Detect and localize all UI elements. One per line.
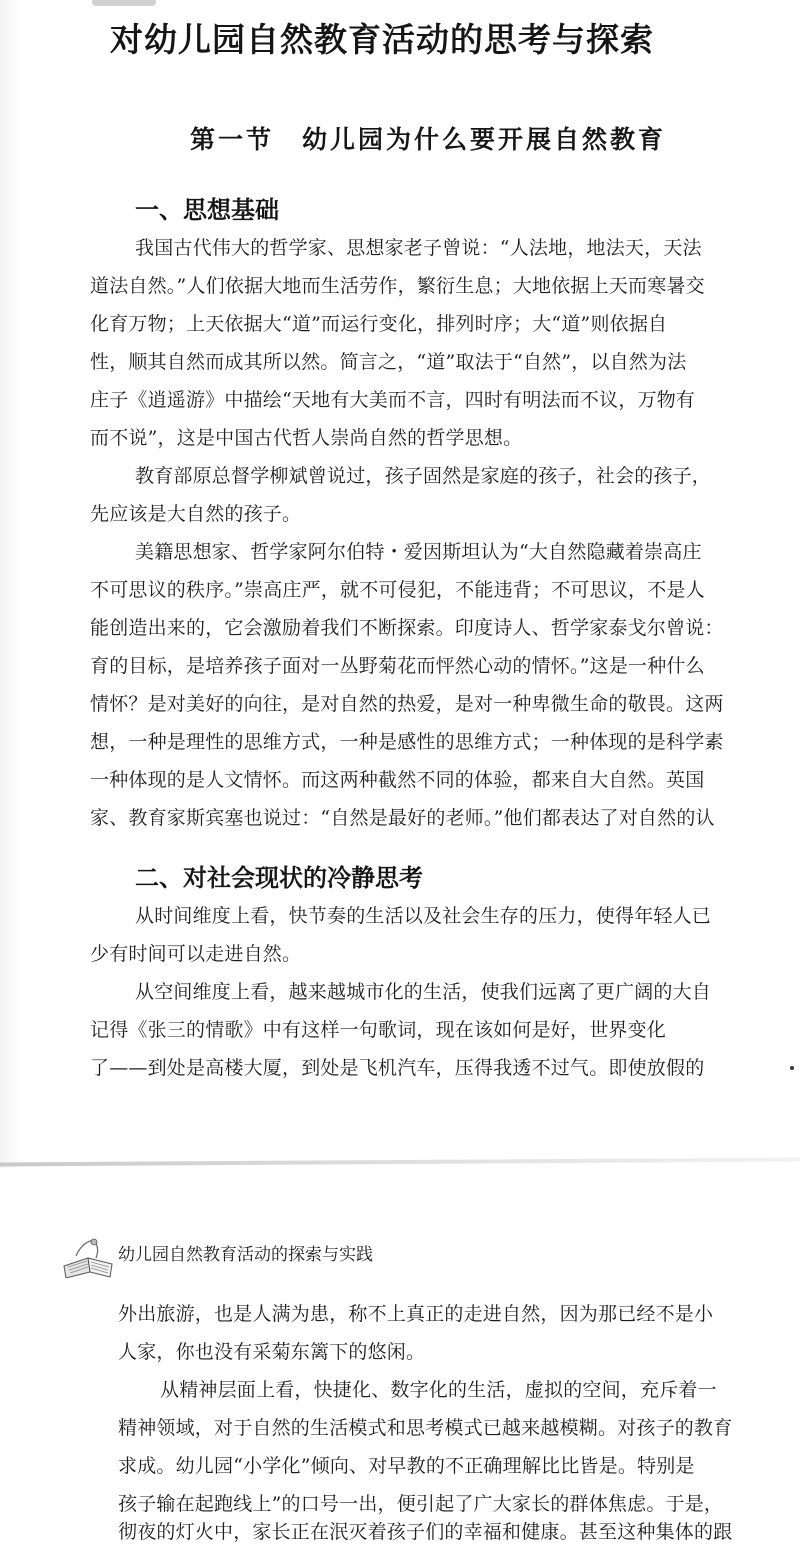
paragraph-line: 而不说”，这是中国古代哲人崇尚自然的哲学思想。 (90, 427, 523, 449)
paragraph-line: 少有时间可以走进自然。 (90, 943, 302, 965)
paragraph-line: 记得《张三的情歌》中有这样一句歌词，现在该如何是好，世界变化 (90, 1019, 667, 1041)
paragraph-line: 精神领域，对于自然的生活模式和思考模式已越来越模糊。对孩子的教育 (118, 1417, 733, 1439)
paragraph-line: 从精神层面上看，快捷化、数字化的生活，虚拟的空间，充斥着一 (160, 1379, 717, 1401)
paragraph-line: 外出旅游，也是人满为患，称不上真正的走进自然，因为那已经不是小 (118, 1303, 714, 1325)
running-header (60, 1232, 800, 1282)
scan-speck (790, 1066, 794, 1070)
paragraph-line: 不可思议的秩序。”崇高庄严，就不可侵犯，不能违背；不可思议，不是人 (90, 579, 705, 601)
paragraph-line: 彻夜的灯火中，家长正在泯灭着孩子们的幸福和健康。甚至这种集体的跟 (118, 1521, 733, 1543)
paragraph-line: 孩子输在起跑线上”的口号一出，便引起了广大家长的群体焦虑。于是， (118, 1493, 724, 1515)
paragraph-line: 能创造出来的，它会激励着我们不断探索。印度诗人、哲学家泰戈尔曾说： (90, 617, 724, 639)
paragraph-line: 人家，你也没有采菊东篱下的悠闲。 (118, 1341, 426, 1363)
paragraph-line: 教育部原总督学柳斌曾说过，孩子固然是家庭的孩子，社会的孩子， (135, 465, 712, 487)
paragraph-line: 道法自然。”人们依据大地而生活劳作，繁衍生息；大地依据上天而寒暑交 (90, 275, 705, 297)
paragraph-line: 情怀？是对美好的向往，是对自然的热爱，是对一种卑微生命的敬畏。这两 (90, 693, 724, 715)
paragraph-line: 化育万物；上天依据大“道”而运行变化，排列时序；大“道”则依据自 (90, 313, 668, 335)
paragraph-line: 我国古代伟大的哲学家、思想家老子曾说：“人法地，地法天，天法 (135, 237, 702, 259)
paragraph-line: 求成。幼儿园“小学化”倾向、对早教的不正确理解比比皆是。特别是 (118, 1455, 695, 1477)
paragraph-line: 从空间维度上看，越来越城市化的生活，使我们远离了更广阔的大自 (135, 981, 712, 1003)
subsection-heading-1: 一、思想基础 (135, 196, 279, 224)
paragraph-line: 先应该是大自然的孩子。 (90, 503, 302, 525)
scan-artifact (92, 0, 156, 6)
paragraph-line: 从时间维度上看，快节奏的生活以及社会生存的压力，使得年轻人已 (135, 905, 712, 927)
paragraph-line: 家、教育家斯宾塞也说过：“自然是最好的老师。”他们都表达了对自然的认 (90, 807, 715, 829)
paragraph-line: 庄子《逍遥游》中描绘“天地有大美而不言，四时有明法而不议，万物有 (90, 389, 696, 411)
paragraph-line: 美籍思想家、哲学家阿尔伯特・爱因斯坦认为“大自然隐藏着崇高庄 (135, 541, 702, 563)
open-book-icon (60, 1236, 122, 1278)
paragraph-line: 了——到处是高楼大厦，到处是飞机汽车，压得我透不过气。即使放假的 (90, 1057, 705, 1079)
chapter-title: 对幼儿园自然教育活动的思考与探索 (110, 20, 654, 59)
subsection-heading-2: 二、对社会现状的冷静思考 (135, 864, 423, 892)
paragraph-line: 一种体现的是人文情怀。而这两种截然不同的体验，都来自大自然。英国 (90, 769, 705, 791)
paragraph-line: 育的目标，是培养孩子面对一丛野菊花而怦然心动的情怀。”这是一种什么 (90, 655, 705, 677)
paragraph-line: 想，一种是理性的思维方式，一种是感性的思维方式；一种体现的是科学素 (90, 731, 724, 753)
paragraph-line: 性，顺其自然而成其所以然。简言之，“道”取法于“自然”，以自然为法 (90, 351, 687, 373)
section-title: 第一节 幼儿园为什么要开展自然教育 (190, 125, 667, 154)
running-header-title: 幼儿园自然教育活动的探索与实践 (118, 1245, 373, 1265)
